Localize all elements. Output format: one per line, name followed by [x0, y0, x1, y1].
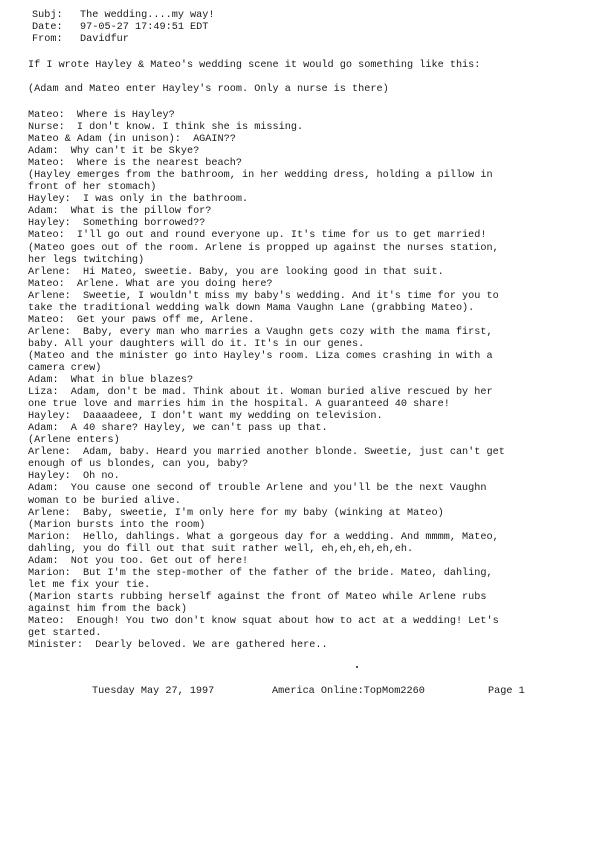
- script-line: Mateo: Get your paws off me, Arlene.: [28, 314, 255, 326]
- footer-source: America Online:TopMom2260: [272, 686, 425, 697]
- script-line: baby. All your daughters will do it. It's in our genes.: [28, 338, 365, 350]
- script-line: her legs twitching): [28, 254, 145, 266]
- script-line: Adam: What in blue blazes?: [28, 375, 194, 387]
- script-line: Arlene: Baby, every man who marries a Vaughn gets cozy with the mama first,: [28, 326, 493, 338]
- script-line: (Mateo goes out of the room. Arlene is propped up against the nurses station,: [28, 242, 499, 254]
- script-line: Adam: What is the pillow for?: [28, 206, 212, 218]
- script-line: take the traditional wedding walk down Mama Vaughn Lane (grabbing Mateo).: [28, 302, 475, 314]
- script-line: Nurse: I don't know. I think she is missing.: [28, 122, 304, 134]
- script-line: front of her stomach): [28, 182, 157, 194]
- script-line: Mateo: Where is Hayley?: [28, 110, 175, 121]
- opening-stage-direction: (Adam and Mateo enter Hayley's room. Only a nurse is there): [28, 84, 389, 95]
- script-line: Liza: Adam, don't be mad. Think about it. Woman buried alive rescued by her: [28, 387, 493, 399]
- script-line: Arlene: Sweetie, I wouldn't miss my baby's wedding. And it's time for you to: [28, 290, 499, 302]
- script-line: dahling, you do fill out that suit rather well, eh,eh,eh,eh,eh.: [28, 543, 414, 555]
- script-line: against him from the back): [28, 603, 187, 615]
- email-header: [32, 10, 592, 46]
- script-line: Arlene: Baby, sweetie, I'm only here for my baby (winking at Mateo): [28, 507, 444, 519]
- script-line: (Arlene enters): [28, 435, 120, 447]
- footer-page-number: Page 1: [488, 686, 525, 697]
- from-label: From:: [32, 34, 63, 45]
- stray-dot: [356, 666, 358, 668]
- script-line: woman to be buried alive.: [28, 495, 181, 507]
- script-line: Minister: Dearly beloved. We are gathered here..: [28, 640, 328, 652]
- script-line: Adam: Why can't it be Skye?: [28, 146, 200, 158]
- script-line: (Mateo and the minister go into Hayley's room. Liza comes crashing in with a: [28, 350, 493, 362]
- subject-row: [32, 10, 592, 22]
- script-line: (Hayley emerges from the bathroom, in her wedding dress, holding a pillow in: [28, 170, 493, 182]
- script-line: Adam: Not you too. Get out of here!: [28, 555, 249, 567]
- date-label: Date:: [32, 22, 63, 33]
- script-line: Arlene: Hi Mateo, sweetie. Baby, you are looking good in that suit.: [28, 266, 444, 278]
- script-line: Arlene: Adam, baby. Heard you married another blonde. Sweetie, just can't get: [28, 447, 505, 459]
- footer-date: Tuesday May 27, 1997: [92, 686, 215, 697]
- script-line: Mateo & Adam (in unison): AGAIN??: [28, 134, 236, 146]
- script-line: Marion: But I'm the step-mother of the father of the bride. Mateo, dahling,: [28, 567, 493, 579]
- date-row: [32, 22, 592, 34]
- script-line: one true love and marries him in the hospital. A guaranteed 40 share!: [28, 399, 450, 411]
- script-line: Mateo: Arlene. What are you doing here?: [28, 278, 273, 290]
- script-line: Adam: You cause one second of trouble Arlene and you'll be the next Vaughn: [28, 483, 487, 495]
- from-row: [32, 34, 592, 46]
- script-body: [28, 110, 594, 652]
- script-line: (Marion bursts into the room): [28, 519, 206, 531]
- script-line: camera crew): [28, 362, 102, 374]
- script-line: get started.: [28, 628, 102, 640]
- script-line: enough of us blondes, can you, baby?: [28, 459, 249, 471]
- print-footer: [92, 686, 552, 698]
- script-line: Hayley: Oh no.: [28, 471, 120, 483]
- subject-value: The wedding....my way!: [80, 10, 215, 21]
- subject-label: Subj:: [32, 10, 63, 21]
- script-line: Mateo: Enough! You two don't know squat about how to act at a wedding! Let's: [28, 615, 499, 627]
- from-value: Davidfur: [80, 34, 129, 45]
- script-line: let me fix your tie.: [28, 579, 151, 591]
- script-line: Marion: Hello, dahlings. What a gorgeous day for a wedding. And mmmm, Mateo,: [28, 531, 499, 543]
- intro-paragraph: If I wrote Hayley & Mateo's wedding scene it would go something like this:: [28, 60, 481, 71]
- script-line: Hayley: I was only in the bathroom.: [28, 194, 249, 206]
- script-line: Hayley: Daaaadeee, I don't want my wedding on television.: [28, 411, 383, 423]
- script-line: Hayley: Something borrowed??: [28, 218, 206, 230]
- script-line: Mateo: I'll go out and round everyone up. It's time for us to get married!: [28, 230, 487, 242]
- script-line: Mateo: Where is the nearest beach?: [28, 158, 242, 170]
- date-value: 97-05-27 17:49:51 EDT: [80, 22, 209, 33]
- script-line: Adam: A 40 share? Hayley, we can't pass up that.: [28, 423, 328, 435]
- script-line: (Marion starts rubbing herself against the front of Mateo while Arlene rubs: [28, 591, 487, 603]
